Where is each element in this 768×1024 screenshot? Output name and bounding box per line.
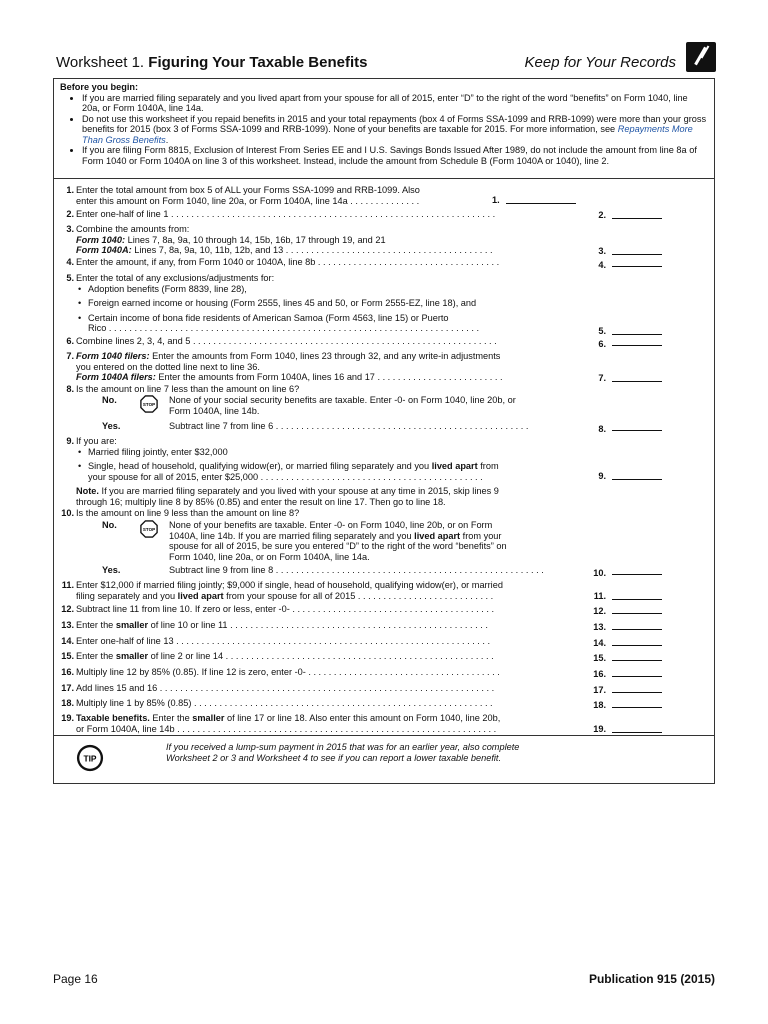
- smaller-text: smaller: [192, 713, 225, 723]
- line-1-text-2: enter this amount on Form 1040, line 20a, or Form 1040A, line 14a . . . . . . . . . . . . . .: [76, 195, 420, 206]
- line-ref: 5.: [598, 326, 606, 336]
- line-10-no-text-1: None of your benefits are taxable. Enter -0- on Form 1040, line 20b, or on Form: [169, 520, 493, 530]
- line-text: Add lines 15 and 16 . . . . . . . . . . . . . . . . . . . . . . . . . . . . . . . . . . . . . . . . . . . . . . . . . . . . . . . . . . . . . . . . . .: [76, 683, 495, 693]
- line-number: 9.: [66, 436, 74, 446]
- line-17-input[interactable]: [612, 683, 662, 693]
- line-number: 17.: [61, 683, 74, 693]
- line-ref: 12.: [593, 606, 606, 616]
- line-9-text-c: from: [477, 461, 499, 472]
- stop-icon-text: STOP: [142, 526, 156, 532]
- line-text: Enter one-half of line 1 . . . . . . . . . . . . . . . . . . . . . . . . . . . . . . . . . . . . . . . . . . . . . . . . . . . . . . . . . . . . . . . .: [76, 209, 496, 219]
- line-text: Is the amount on line 7 less than the amount on line 6?: [76, 384, 300, 394]
- line-10-input[interactable]: [612, 565, 662, 575]
- line-7-text-3: Enter the amounts from Form 1040A, lines 16 and 17 . . . . . . . . . . . . . . . . . . . . . . . . .: [155, 372, 503, 383]
- line-ref: 18.: [593, 700, 606, 710]
- line-text: [76, 185, 576, 206]
- line-3-text-a: Lines 7, 8a, 9a, 10 through 14, 15b, 16b, 17 through 19, and 21: [125, 234, 386, 245]
- line-ref: 6.: [598, 339, 606, 349]
- line-text: Enter the amount, if any, from Form 1040 or 1040A, line 8b . . . . . . . . . . . . . . . . . . . . . . . . . . . . . . . . . . . .: [76, 257, 500, 267]
- line-5-text: Enter the total of any exclusions/adjustments for:: [76, 273, 275, 283]
- line-number: 10.: [61, 508, 74, 518]
- line-6-input[interactable]: [612, 336, 662, 346]
- no-label: No.: [102, 395, 117, 405]
- line-number: 19.: [61, 713, 74, 723]
- line-number: 16.: [61, 667, 74, 677]
- line-text: Subtract line 11 from line 10. If zero or less, enter -0- . . . . . . . . . . . . . . . . . . . . . . . . . . . . . . . . . . . . . . . .: [76, 604, 494, 614]
- line-7-input[interactable]: [612, 372, 662, 382]
- before-item: • If you are married filing separately and you lived apart from your spouse for all of 2015, enter “D” to the right of the word “benefits” on Form 1040, line 20a, or Form 1040A, line 14a.: [82, 93, 708, 114]
- line-10-no-text-5: Form 1040, line 20a, or on Form 1040A, line 14a.: [169, 551, 370, 562]
- line-text: Multiply line 12 by 85% (0.85). If line 12 is zero, enter -0- . . . . . . . . . . . . . . . . . . . . . . . . . . . . . . . . . . . . . .: [76, 667, 500, 677]
- line-number: 14.: [61, 636, 74, 646]
- lived-apart-text: lived apart: [177, 590, 224, 601]
- line-ref: 11.: [593, 591, 606, 601]
- before-list: [60, 93, 708, 167]
- line-ref: 10.: [593, 568, 606, 578]
- line-text: Is the amount on line 9 less than the amount on line 8?: [76, 508, 300, 518]
- line-number: 2.: [66, 209, 74, 219]
- line-9-text: If you are:: [76, 436, 117, 446]
- line-ref: 13.: [593, 622, 606, 632]
- lived-apart-text: lived apart: [431, 461, 478, 472]
- before-item: • If you are filing Form 8815, Exclusion of Interest From Series EE and I U.S. Savings Bonds Issued After 1989, do not include the amount from line 8a of Form 1040 or Form 1040A on line 3 of this worksheet. Instead, include the amount from Schedule B (Form 1040A or 1040), line 2.: [82, 145, 708, 166]
- line-1-text: Enter the total amount from box 5 of ALL your Forms SSA-1099 and RRB-1099. Also: [76, 185, 420, 195]
- line-9-text-b: Single, head of household, qualifying widow(er), or married filing separately and you: [88, 461, 432, 472]
- line-8-no-text-1: None of your social security benefits are taxable. Enter -0- on Form 1040, line 20b, or: [169, 395, 516, 405]
- publication-label: Publication 915 (2015): [588, 972, 715, 986]
- line-8-input[interactable]: [612, 421, 662, 431]
- form-1040-filers-label: Form 1040 filers:: [76, 351, 150, 361]
- line-ref: 2.: [598, 210, 606, 220]
- repayments-link[interactable]: Repayments More Than Gross Benefits: [82, 124, 693, 145]
- line-18-input[interactable]: [612, 698, 662, 708]
- line-ref: 14.: [593, 638, 606, 648]
- before-text: .: [165, 134, 169, 145]
- line-2-input[interactable]: [612, 209, 662, 219]
- line-19-input[interactable]: [612, 723, 662, 733]
- form-1040-label: Form 1040:: [76, 234, 126, 245]
- line-9-input[interactable]: [612, 470, 662, 480]
- exclusion-item: • Foreign earned income or housing (Form 2555, lines 45 and 50, or Form 2555-EZ, line 18), and: [76, 298, 576, 309]
- line-number: 13.: [61, 620, 74, 630]
- line-ref: 7.: [598, 373, 606, 383]
- line-7-text-2: you entered on the dotted line next to line 36.: [76, 361, 260, 372]
- line-3-text-b: Lines 7, 8a, 9a, 10, 11b, 12b, and 13 . . . . . . . . . . . . . . . . . . . . . . . . . . . . . . . . . . . . . . . . .: [131, 245, 493, 256]
- filing-status-item: [76, 461, 576, 472]
- line-text: Enter one-half of line 13 . . . . . . . . . . . . . . . . . . . . . . . . . . . . . . . . . . . . . . . . . . . . . . . . . . . . . . . . . . . . . .: [76, 636, 491, 646]
- line-10-no-text: [169, 520, 569, 562]
- line-5-input[interactable]: [612, 325, 662, 335]
- line-14-input[interactable]: [612, 636, 662, 646]
- line-number: 11.: [61, 580, 74, 590]
- note-text-1: If you are married filing separately and you lived with your spouse at any time in 2015, skip lines 9: [98, 486, 499, 496]
- form-1040a-filers-label: Form 1040A filers:: [76, 372, 156, 383]
- filing-status-item-cont: your spouse for all of 2015, enter $25,000 . . . . . . . . . . . . . . . . . . . . . . . . . . . . . . . . . . . . . . . . . . . .: [88, 471, 483, 482]
- exclusion-item: • Adoption benefits (Form 8839, line 28),: [76, 284, 576, 295]
- line-10-no-text-2: 1040A, line 14b. If you are married filing separately and you: [169, 530, 415, 541]
- line-13-text-b: of line 10 or line 11 . . . . . . . . . . . . . . . . . . . . . . . . . . . . . . . . . . . . . . . . . . . . . . . . . . .: [148, 620, 488, 630]
- stop-icon-text: STOP: [142, 401, 156, 407]
- line-ref: 17.: [593, 685, 606, 695]
- line-text: [76, 580, 576, 601]
- line-12-input[interactable]: [612, 604, 662, 614]
- line-text: [76, 224, 576, 256]
- line-text: Combine lines 2, 3, 4, and 5 . . . . . . . . . . . . . . . . . . . . . . . . . . . . . . . . . . . . . . . . . . . . . . . . . . . . . . . . . . . .: [76, 336, 497, 346]
- line-1-input[interactable]: [506, 194, 576, 204]
- before-text: Do not use this worksheet if you repaid benefits in 2015 and your total repayments (box 4 of Forms SSA-1099 and RRB-1099) were more than your gross benefits for 2015 (box 3 of Forms SSA-1099 and RRB-1099). None of your benefits are taxable for 2015. For more information, see: [82, 113, 707, 134]
- line-number: 6.: [66, 336, 74, 346]
- note-label: Note.: [76, 486, 99, 496]
- line-number: 15.: [61, 651, 74, 661]
- line-16-input[interactable]: [612, 667, 662, 677]
- line-8-yes-text: Subtract line 7 from line 6 . . . . . . . . . . . . . . . . . . . . . . . . . . . . . . . . . . . . . . . . . . . . . . . . . .: [169, 421, 529, 431]
- line-ref: 19.: [593, 724, 606, 734]
- line-13-text-a: Enter the: [76, 620, 116, 630]
- line-4-input[interactable]: [612, 257, 662, 267]
- line-13-input[interactable]: [612, 620, 662, 630]
- line-8-no-text: [169, 395, 569, 416]
- tip-box: [54, 735, 714, 784]
- line-number: 4.: [66, 257, 74, 267]
- line-ref: 1.: [492, 195, 500, 205]
- line-number: 5.: [66, 273, 74, 283]
- line-19-text-a: Enter the: [149, 713, 193, 723]
- line-19-text-c: or Form 1040A, line 14b . . . . . . . . . . . . . . . . . . . . . . . . . . . . . . . . . . . . . . . . . . . . . . . . . . . . . . . . . . . . . . .: [76, 723, 497, 734]
- note-text: [76, 486, 576, 507]
- form-1040a-label: Form 1040A:: [76, 245, 132, 256]
- tip-icon: [76, 744, 104, 772]
- line-number: 7.: [66, 351, 74, 361]
- line-number: 8.: [66, 384, 74, 394]
- line-text: [76, 351, 576, 383]
- no-label: No.: [102, 520, 117, 530]
- stop-icon: [140, 520, 158, 538]
- line-11-text: Enter $12,000 if married filing jointly; $9,000 if single, head of household, qualifying widow(er), or married: [76, 580, 503, 590]
- before-title: Before you begin:: [60, 82, 139, 92]
- keep-for-records: Keep for Your Records: [524, 54, 676, 71]
- worksheet-box: [53, 78, 715, 784]
- line-3-text: Combine the amounts from:: [76, 224, 190, 234]
- line-10-no-text-4: spouse for all of 2015, be sure you entered “D” to the right of the word “benefits” on: [169, 541, 507, 552]
- line-11-text-b: filing separately and you: [76, 590, 178, 601]
- line-text: [76, 651, 576, 662]
- line-text: [76, 620, 576, 631]
- taxable-benefits-label: Taxable benefits.: [76, 713, 150, 723]
- line-text: Multiply line 1 by 85% (0.85) . . . . . . . . . . . . . . . . . . . . . . . . . . . . . . . . . . . . . . . . . . . . . . . . . . . . . . . . . . .: [76, 698, 493, 708]
- exclusion-item-cont: Rico . . . . . . . . . . . . . . . . . . . . . . . . . . . . . . . . . . . . . . . . . . . . . . . . . . . . . . . . . . . . . . . . . . . . . . . . .: [88, 323, 480, 334]
- line-11-text-c: from your spouse for all of 2015 . . . . . . . . . . . . . . . . . . . . . . . . . . .: [223, 590, 494, 601]
- line-8-no-text-2: Form 1040A, line 14b.: [169, 405, 260, 416]
- line-ref: 16.: [593, 669, 606, 679]
- filing-status-item: • Married filing jointly, enter $32,000: [76, 447, 576, 458]
- smaller-text: smaller: [115, 620, 149, 630]
- tip-icon-text: TIP: [83, 753, 97, 764]
- line-number: 1.: [66, 185, 74, 195]
- lived-apart-text: lived apart: [414, 530, 461, 541]
- tip-text: If you received a lump-sum payment in 2015 that was for an earlier year, also complete Worksheet 2 or 3 and Worksheet 4 to see if you can report a lower taxable benefit.: [166, 742, 520, 763]
- stop-icon: [140, 395, 158, 413]
- worksheet-lines: [54, 179, 714, 735]
- line-11-input[interactable]: [612, 590, 662, 600]
- line-19-text-b: of line 17 or line 18. Also enter this amount on Form 1040, line 20b,: [224, 713, 501, 723]
- worksheet-title: [56, 54, 367, 71]
- line-15-input[interactable]: [612, 651, 662, 661]
- line-ref: 3.: [598, 246, 606, 256]
- line-ref: 9.: [598, 471, 606, 481]
- line-ref: 8.: [598, 424, 606, 434]
- line-7-text: Enter the amounts from Form 1040, lines 23 through 32, and any write-in adjustments: [149, 351, 501, 361]
- line-number: 3.: [66, 224, 74, 234]
- page-number: Page 16: [53, 972, 98, 986]
- line-text: [76, 713, 576, 734]
- before-you-begin: [54, 79, 714, 179]
- line-text: [76, 436, 576, 482]
- line-text: [76, 273, 576, 334]
- line-ref: 4.: [598, 260, 606, 270]
- line-number: 18.: [61, 698, 74, 708]
- pencil-icon: [686, 42, 716, 72]
- worksheet-header: [56, 54, 716, 76]
- worksheet-prefix: Worksheet 1.: [56, 54, 145, 71]
- line-10-yes-text: Subtract line 9 from line 8 . . . . . . . . . . . . . . . . . . . . . . . . . . . . . . . . . . . . . . . . . . . . . . . . . . . . .: [169, 565, 544, 575]
- line-15-text-b: of line 2 or line 14 . . . . . . . . . . . . . . . . . . . . . . . . . . . . . . . . . . . . . . . . . . . . . . . . . . . . .: [148, 651, 494, 661]
- line-ref: 15.: [593, 653, 606, 663]
- exclusion-item: • Certain income of bona fide residents of American Samoa (Form 4563, line 15) or Puerto: [76, 313, 576, 324]
- before-item: [82, 114, 708, 146]
- line-3-input[interactable]: [612, 245, 662, 255]
- yes-label: Yes.: [102, 565, 121, 575]
- smaller-text: smaller: [115, 651, 149, 661]
- worksheet-title-text: Figuring Your Taxable Benefits: [148, 54, 368, 71]
- line-15-text-a: Enter the: [76, 651, 116, 661]
- yes-label: Yes.: [102, 421, 121, 431]
- line-number: 12.: [61, 604, 74, 614]
- line-10-no-text-3: from your: [460, 530, 502, 541]
- note-text-2: through 16; multiply line 8 by 85% (0.85) and enter the result on line 17. Then go to line 18.: [76, 496, 446, 507]
